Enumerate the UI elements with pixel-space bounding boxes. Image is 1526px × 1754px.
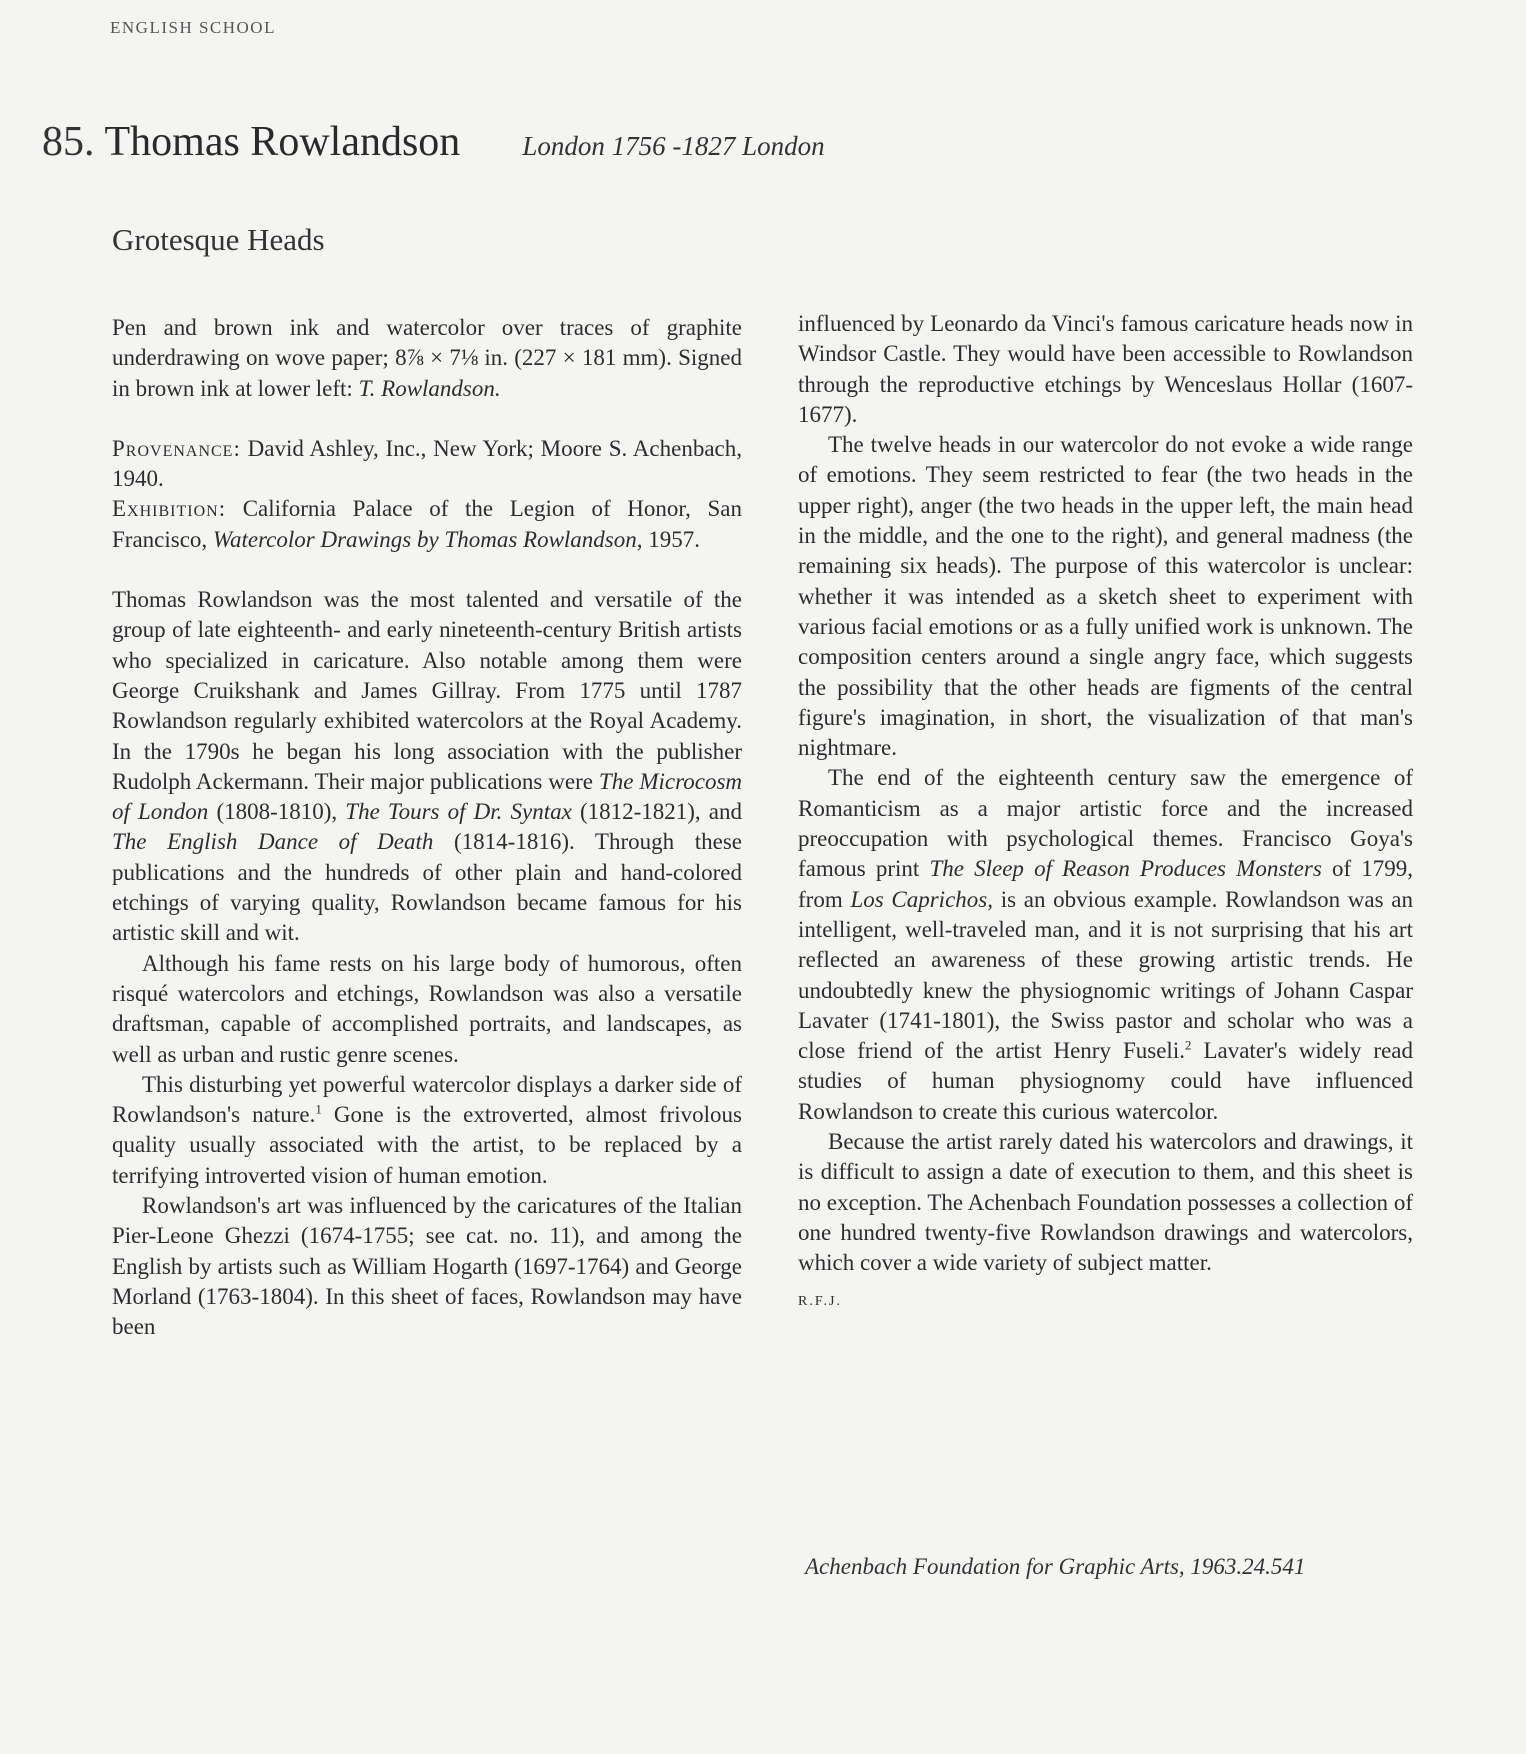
signature-text: T. Rowlandson. bbox=[358, 375, 501, 401]
essay-paragraph-2: Although his fame rests on his large body of humorous, often risqué watercolors and etchings, Rowlandson was also a versatile draftsman, capable of accomplished portraits, and landscapes, as well as urban and rustic genre scenes. bbox=[112, 950, 742, 1067]
running-head: ENGLISH SCHOOL bbox=[110, 18, 276, 37]
provenance bbox=[112, 434, 742, 495]
footnote-ref: 2 bbox=[1184, 1037, 1192, 1053]
essay-text: (1808-1810), bbox=[216, 799, 338, 825]
exhibition-label: Exhibition: bbox=[112, 496, 227, 522]
entry-heading bbox=[42, 118, 825, 166]
essay-paragraph-5: The twelve heads in our watercolor do not evoke a wide range of emotions. They seem restricted to fear (the two heads in the upper right), anger (the two heads in the upper left, the main head in the middle, and the one to the right), and general madness (the remaining six heads). The purpose of this watercolor is unclear: whether it was intended as a sketch sheet to experiment with various facial emotions or as a fully unified work is unknown. The composition centers around a single angry face, which suggests the possibility that the other heads are figments of the central figure's imagination, in short, the visualization of that man's nightmare. bbox=[798, 432, 1413, 761]
essay-paragraph-4-start: Rowlandson's art was influenced by the caricatures of the Italian Pier-Leone Ghezzi (1674-1755; see cat. no. 11), and among the English by artists such as William Hogarth (1697-1764) and George Morland (1763-1804). In this sheet of faces, Rowlandson may have been bbox=[112, 1193, 742, 1340]
medium-description bbox=[112, 313, 742, 404]
exhibition-year: 1957. bbox=[648, 526, 700, 552]
provenance-text: David Ashley, Inc., New York; Moore S. Achenbach, 1940. bbox=[112, 435, 742, 492]
series-title: Los Caprichos, bbox=[850, 886, 993, 912]
essay-text: (1814-1816). Through these publications and the hundreds of other plain and hand-colored etchings of varying quality, Rowlandson became famous for his artistic skill and wit. bbox=[112, 829, 743, 946]
artist-name: Thomas Rowlandson bbox=[104, 119, 461, 165]
essay-text: of 1799, from bbox=[798, 856, 1414, 912]
essay-paragraph-6 bbox=[798, 763, 1413, 1127]
essay-paragraph-3 bbox=[112, 1070, 742, 1191]
essay-text: Lavater's widely read studies of human physiognomy could have influenced Rowlandson to create this curious watercolor. bbox=[798, 1038, 1413, 1124]
left-column bbox=[112, 313, 742, 1343]
author-initials: R.F.J. bbox=[798, 1293, 842, 1309]
essay-paragraph-1 bbox=[112, 585, 742, 949]
credit-line: Achenbach Foundation for Graphic Arts, 1963.24.541 bbox=[805, 1554, 1306, 1579]
artist-dates: London 1756 -1827 London bbox=[522, 131, 825, 161]
footnote-ref: 1 bbox=[315, 1101, 322, 1117]
essay-text: The end of the eighteenth century saw the emergence of Romanticism as a major artistic force and the increased preoccupation with psychological themes. Francisco Goya's famous print bbox=[798, 765, 1413, 882]
essay-text: This disturbing yet powerful watercolor displays a darker side of Rowlandson's nature. bbox=[112, 1071, 742, 1128]
provenance-label: Provenance: bbox=[112, 435, 241, 461]
exhibition-text: California Palace of the Legion of Honor, San Francisco, bbox=[112, 496, 742, 552]
work-title: Grotesque Heads bbox=[112, 222, 325, 257]
exhibition-title: Watercolor Drawings by Thomas Rowlandson, bbox=[212, 526, 643, 552]
publication-title: The Microcosm of London bbox=[112, 768, 743, 825]
essay-text: Gone is the extroverted, almost frivolous quality usually associated with the artist, to be replaced by a terrifying introverted vision of human emotion. bbox=[112, 1102, 742, 1188]
right-column bbox=[798, 309, 1413, 1317]
print-title: The Sleep of Reason Produces Monsters bbox=[929, 856, 1322, 882]
catalog-number: 85. bbox=[42, 119, 95, 165]
essay-text: (1812-1821), and bbox=[579, 799, 743, 825]
exhibition bbox=[112, 494, 742, 555]
medium-text: Pen and brown ink and watercolor over traces of graphite underdrawing on wove paper; 8⅞ × 7⅛ in. (227 × 181 mm). Signed in brown ink at lower left: bbox=[112, 315, 742, 401]
essay-paragraph-4-cont: influenced by Leonardo da Vinci's famous caricature heads now in Windsor Castle. They would have been accessible to Rowlandson through the reproductive etchings by Wenceslaus Hollar (1607-1677). bbox=[798, 311, 1413, 427]
publication-title: The Tours of Dr. Syntax bbox=[345, 799, 572, 825]
essay-text: Thomas Rowlandson was the most talented and versatile of the group of late eighteenth- and early nineteenth-century British artists who specialized in caricature. Also notable among them were George Cruikshank and James Gillray. From 1775 until 1787 Rowlandson regularly exhibited watercolors at the Royal Academy. In the 1790s he began his long association with the publisher Rudolph Ackermann. Their major publications were bbox=[112, 587, 742, 794]
essay-text: is an obvious example. Rowlandson was an intelligent, well-traveled man, and it is not surprising that his art reflected an awareness of these growing artistic trends. He undoubtedly knew the physiognomic writings of Johann Caspar Lavater (1741-1801), the Swiss pastor and scholar who was a close friend of the artist Henry Fuseli. bbox=[798, 886, 1413, 1064]
essay-paragraph-7: Because the artist rarely dated his watercolors and drawings, it is difficult to assign a date of execution to them, and this sheet is no exception. The Achenbach Foundation possesses a collection of one hundred twenty-five Rowlandson drawings and watercolors, which cover a wide variety of subject matter. bbox=[798, 1129, 1413, 1276]
publication-title: The English Dance of Death bbox=[112, 829, 434, 855]
